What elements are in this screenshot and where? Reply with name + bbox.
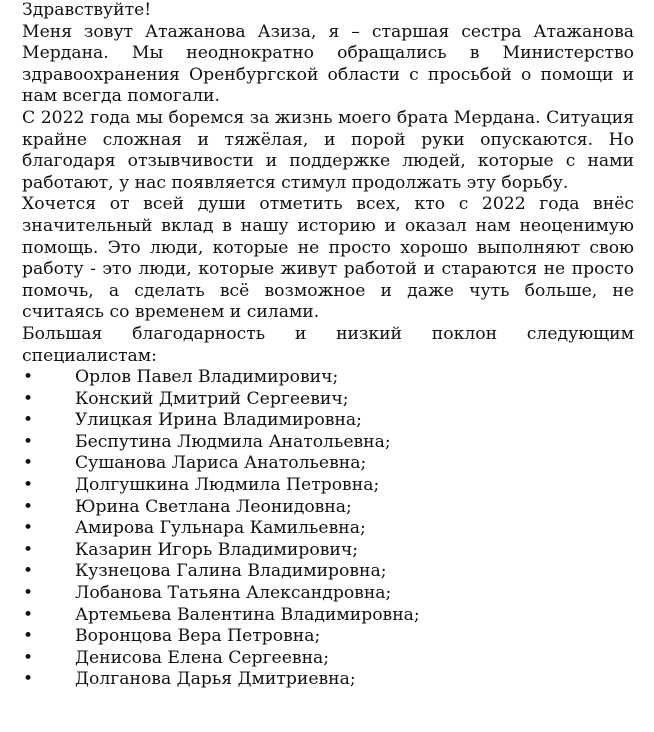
specialist-name: Казарин Игорь Владимирович; xyxy=(75,539,359,560)
specialist-name: Долганова Дарья Дмитриевна; xyxy=(75,669,356,690)
list-item xyxy=(22,561,634,583)
specialist-name: Лобанова Татьяна Александровна; xyxy=(75,583,392,604)
list-item xyxy=(22,583,634,605)
list-item xyxy=(22,389,634,411)
bullet-icon: • xyxy=(23,453,34,474)
specialist-name: Воронцова Вера Петровна; xyxy=(75,626,321,647)
paragraph-gratitude: Хочется от всей души отметить всех, кто с 2022 года внёс значительный вклад в нашу историю и оказал нам неоценимую помощь. Это люди, которые не просто хорошо выполняют свою работу - это люди, которые живут работой и стараются не просто помочь, а сделать всё возможное и даже чуть больше, не считаясь со временем и силами. xyxy=(22,194,634,323)
bullet-icon: • xyxy=(23,561,34,582)
bullet-icon: • xyxy=(23,647,34,668)
list-item xyxy=(22,497,634,519)
bullet-icon: • xyxy=(23,496,34,517)
list-item xyxy=(22,410,634,432)
bullet-icon: • xyxy=(23,388,34,409)
specialist-name: Денисова Елена Сергеевна; xyxy=(75,647,330,668)
list-item xyxy=(22,367,634,389)
specialist-name: Амирова Гульнара Камильевна; xyxy=(75,518,366,539)
specialist-name: Кузнецова Галина Владимировна; xyxy=(75,561,387,582)
paragraph-list-intro: Большая благодарность и низкий поклон следующим специалистам: xyxy=(22,323,634,366)
list-item xyxy=(22,626,634,648)
specialist-name: Конский Дмитрий Сергеевич; xyxy=(75,388,349,409)
paragraph-introduction: Меня зовут Атажанова Азиза, я – старшая сестра Атажанова Мердана. Мы неоднократно обращались в Министерство здравоохранения Оренбургской области с просьбой о помощи и нам всегда помогали. xyxy=(22,21,634,107)
list-item xyxy=(22,605,634,627)
list-item xyxy=(22,540,634,562)
letter-document xyxy=(22,0,634,691)
list-item xyxy=(22,432,634,454)
specialist-name: Юрина Светлана Леонидовна; xyxy=(75,496,352,517)
paragraph-struggle: С 2022 года мы боремся за жизнь моего брата Мердана. Ситуация крайне сложная и тяжёлая, и порой руки опускаются. Но благодаря отзывчивости и поддержке людей, которые с нами работают, у нас появляется стимул продолжать эту борьбу. xyxy=(22,107,634,193)
list-item xyxy=(22,453,634,475)
greeting-line: Здравствуйте! xyxy=(22,0,152,20)
list-item xyxy=(22,518,634,540)
bullet-icon: • xyxy=(23,604,34,625)
list-item xyxy=(22,648,634,670)
specialist-name: Орлов Павел Владимирович; xyxy=(75,367,339,388)
specialist-name: Артемьева Валентина Владимировна; xyxy=(75,604,420,625)
specialists-list xyxy=(22,367,634,691)
specialist-name: Улицкая Ирина Владимировна; xyxy=(75,410,362,431)
bullet-icon: • xyxy=(23,367,34,388)
list-item xyxy=(22,475,634,497)
specialist-name: Долгушкина Людмила Петровна; xyxy=(75,475,380,496)
bullet-icon: • xyxy=(23,431,34,452)
bullet-icon: • xyxy=(23,583,34,604)
bullet-icon: • xyxy=(23,518,34,539)
specialist-name: Беспутина Людмила Анатольевна; xyxy=(75,431,391,452)
bullet-icon: • xyxy=(23,410,34,431)
list-item xyxy=(22,669,634,691)
bullet-icon: • xyxy=(23,539,34,560)
specialist-name: Сушанова Лариса Анатольевна; xyxy=(75,453,367,474)
bullet-icon: • xyxy=(23,626,34,647)
bullet-icon: • xyxy=(23,475,34,496)
bullet-icon: • xyxy=(23,669,34,690)
